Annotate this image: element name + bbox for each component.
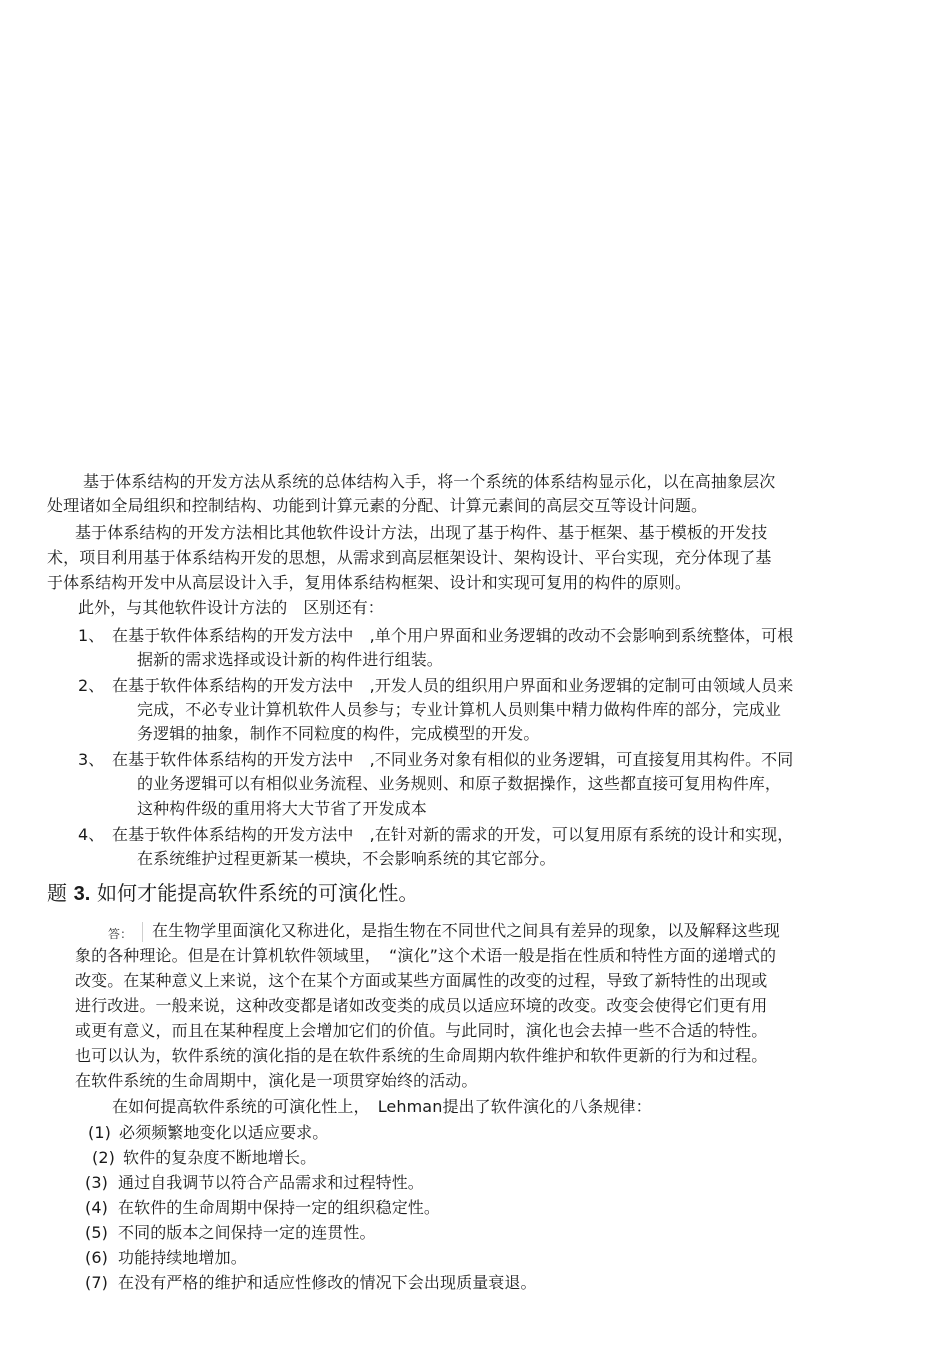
item-2-line-2: 完成，不必专业计算机软件人员参与；专业计算机人员则集中精力做构件库的部分，完成业 xyxy=(137,700,782,719)
law-1-text: 必须频繁地变化以适应要求。 xyxy=(119,1123,329,1142)
answer-line-7: 在软件系统的生命周期中，演化是一项贯穿始终的活动。 xyxy=(75,1071,478,1090)
intro-paragraph-1-line-1: 基于体系结构的开发方法从系统的总体结构入手，将一个系统的体系结构显示化，以在高抽象层次 xyxy=(83,472,776,491)
law-6-number: (6) xyxy=(85,1248,108,1267)
question-number: 3. xyxy=(73,883,91,905)
item-4-line-1: 在基于软件体系结构的开发方法中 ,在针对新的需求的开发，可以复用原有系统的设计和实现， xyxy=(112,825,794,844)
intro-paragraph-2-line-3: 于体系结构开发中从高层设计入手，复用体系结构框架、设计和实现可复用的构件的原则。 xyxy=(47,573,692,592)
item-1-number: 1、 xyxy=(78,626,105,645)
law-4-text: 在软件的生命周期中保持一定的组织稳定性。 xyxy=(118,1198,441,1217)
law-3-text: 通过自我调节以符合产品需求和过程特性。 xyxy=(118,1173,424,1192)
answer-divider xyxy=(142,922,143,942)
law-4-number: (4) xyxy=(85,1198,108,1217)
item-1-line-2: 据新的需求选择或设计新的构件进行组装。 xyxy=(137,650,443,669)
answer-line-1: 在生物学里面演化又称进化，是指生物在不同世代之间具有差异的现象，以及解释这些现 xyxy=(152,921,780,940)
item-3-line-1: 在基于软件体系结构的开发方法中 ,不同业务对象有相似的业务逻辑，可直接复用其构件。不同 xyxy=(112,750,794,769)
item-2-line-3: 务逻辑的抽象，制作不同粒度的构件，完成模型的开发。 xyxy=(137,724,540,743)
answer-line-5: 或更有意义，而且在某种程度上会增加它们的价值。与此同时，演化也会去掉一些不合适的特性。 xyxy=(75,1021,768,1040)
question-title: 如何才能提高软件系统的可演化性。 xyxy=(96,881,419,905)
item-3-number: 3、 xyxy=(78,750,105,769)
law-7-number: (7) xyxy=(85,1273,108,1292)
law-7-text: 在没有严格的维护和适应性修改的情况下会出现质量衰退。 xyxy=(118,1273,537,1292)
law-5-text: 不同的版本之间保持一定的连贯性。 xyxy=(118,1223,376,1242)
item-3-line-3: 这种构件级的重用将大大节省了开发成本 xyxy=(137,799,427,818)
law-1-number: (1) xyxy=(88,1123,111,1142)
law-6-text: 功能持续地增加。 xyxy=(118,1248,247,1267)
item-3-line-2: 的业务逻辑可以有相似业务流程、业务规则、和原子数据操作，这些都直接可复用构件库， xyxy=(137,774,782,793)
answer-line-2: 象的各种理论。但是在计算机软件领域里， “演化”这个术语一般是指在性质和特性方面的递增式的 xyxy=(75,946,777,965)
question-prefix: 题 xyxy=(47,881,68,905)
law-3-number: (3) xyxy=(85,1173,108,1192)
answer-line-3: 改变。在某种意义上来说，这个在某个方面或某些方面属性的改变的过程，导致了新特性的出现或 xyxy=(75,971,768,990)
answer-line-6: 也可以认为，软件系统的演化指的是在软件系统的生命周期内软件维护和软件更新的行为和过程。 xyxy=(75,1046,768,1065)
intro-paragraph-1-line-2: 处理诸如全局组织和控制结构、功能到计算元素的分配、计算元素间的高层交互等设计问题。 xyxy=(47,496,708,515)
item-4-line-2: 在系统维护过程更新某一模块，不会影响系统的其它部分。 xyxy=(137,849,556,868)
question-3-heading xyxy=(47,879,419,908)
answer-line-8: 在如何提高软件系统的可演化性上， Lehman提出了软件演化的八条规律： xyxy=(112,1097,652,1116)
item-4-number: 4、 xyxy=(78,825,105,844)
item-2-number: 2、 xyxy=(78,676,105,695)
law-2-number: (2) xyxy=(92,1148,115,1167)
law-5-number: (5) xyxy=(85,1223,108,1242)
item-2-line-1: 在基于软件体系结构的开发方法中 ,开发人员的组织用户界面和业务逻辑的定制可由领域人员来 xyxy=(112,676,794,695)
law-2-text: 软件的复杂度不断地增长。 xyxy=(123,1148,317,1167)
item-1-line-1: 在基于软件体系结构的开发方法中 ,单个用户界面和业务逻辑的改动不会影响到系统整体，可根 xyxy=(112,626,794,645)
intro-paragraph-2-line-1: 基于体系结构的开发方法相比其他软件设计方法，出现了基于构件、基于框架、基于模板的开发技 xyxy=(75,523,768,542)
answer-line-4: 进行改进。一般来说，这种改变都是诸如改变类的成员以适应环境的改变。改变会使得它们更有用 xyxy=(75,996,768,1015)
intro-paragraph-3: 此外，与其他软件设计方法的 区别还有： xyxy=(78,598,384,617)
intro-paragraph-2-line-2: 术，项目利用基于体系结构开发的思想，从需求到高层框架设计、架构设计、平台实现，充分体现了基 xyxy=(47,548,772,567)
answer-label: 答： xyxy=(108,927,133,941)
